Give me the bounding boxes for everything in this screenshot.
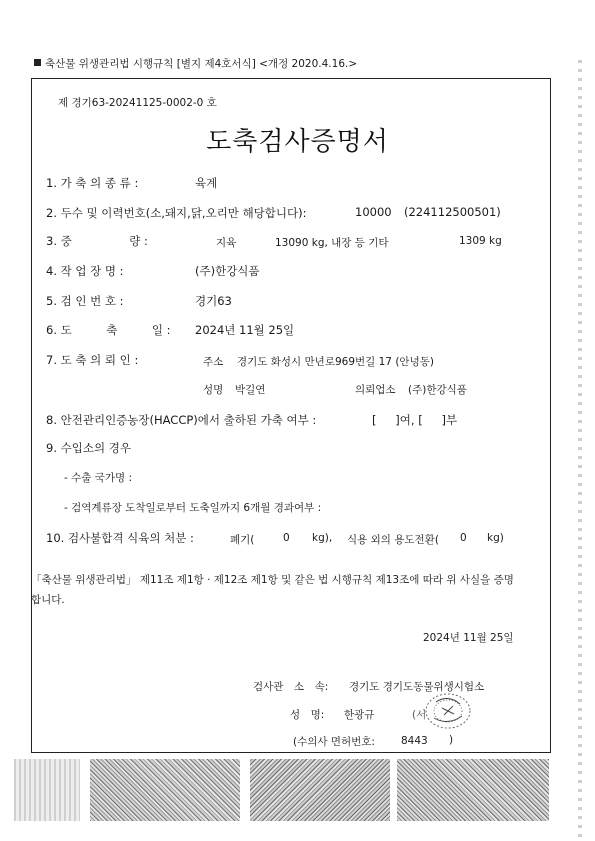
- species-value: 육계: [195, 176, 218, 190]
- haccp-label: 8. 안전관리인증농장(HACCP)에서 출하된 가축 여부 :: [46, 413, 317, 427]
- export-country-label: - 수출 국가명 :: [64, 472, 133, 484]
- address-label: 주소: [203, 356, 224, 368]
- regulation-note: 축산물 위생관리법 시행규칙 [별지 제4호서식] <개정 2020.4.16.>: [45, 58, 358, 70]
- company-label: 의뢰업소: [355, 384, 396, 396]
- convert-value: 0: [460, 532, 467, 544]
- seal-text: (서: [412, 709, 427, 721]
- quarantine-label: - 검역계류장 도착일로부터 도축일까지 6개월 경과여부 :: [64, 502, 322, 514]
- page-title: 도축검사증명서: [206, 127, 389, 157]
- disposal-label: 10. 검사불합격 식육의 처분 :: [46, 531, 194, 545]
- inspection-no-label: 5. 검 인 번 호 :: [46, 294, 124, 308]
- count-value: 10000: [355, 205, 392, 219]
- license-close: ): [449, 734, 454, 746]
- seal-stamp: [420, 688, 476, 734]
- security-pattern-1: [14, 759, 80, 821]
- security-pattern-2: [90, 759, 240, 821]
- slaughter-date-value: 2024년 11월 25일: [195, 323, 295, 337]
- inspector-affiliation: 경기도 경기도동물위생시험소: [349, 681, 485, 693]
- workplace-value: (주)한강식품: [195, 264, 260, 278]
- certification-line-1: 「축산물 위생관리법」 제11조 제1항 · 제12조 제1항 및 같은 법 시행규칙 제13조에 따라 위 사실을 증명: [31, 574, 514, 586]
- import-label: 9. 수입소의 경우: [46, 441, 131, 455]
- trace-number: (224112500501): [404, 205, 501, 219]
- certification-line-2: 합니다.: [31, 594, 65, 606]
- convert-label: 식용 외의 용도전환(: [347, 534, 439, 546]
- security-pattern-4: [397, 759, 549, 821]
- haccp-no-label: 부: [446, 413, 458, 427]
- requester-name-value: 박길연: [235, 384, 266, 396]
- regulation-header: [34, 56, 357, 71]
- issue-date: 2024년 11월 25일: [423, 632, 514, 644]
- workplace-label: 4. 작 업 장 명 :: [46, 264, 124, 278]
- meat-weight-value: 13090 kg, 내장 등 기타: [275, 237, 389, 249]
- requester-name-label: 성명: [203, 384, 224, 396]
- inspector-affiliation-label: 검사관 소 속:: [253, 681, 329, 693]
- address-value: 경기도 화성시 만년로969번길 17 (안녕동): [237, 356, 434, 368]
- haccp-yes-label: 여,: [399, 413, 415, 427]
- requester-label: 7. 도 축 의 뢰 인 :: [46, 353, 139, 367]
- seal-stamp-graphic: [426, 694, 470, 728]
- slaughter-date-label: 6. 도 축 일 :: [46, 323, 171, 337]
- meat-weight-label: 지육: [216, 237, 237, 249]
- other-weight-value: 1309 kg: [459, 235, 502, 247]
- security-pattern-3: [250, 759, 390, 821]
- convert-unit: kg): [487, 532, 504, 544]
- species-label: 1. 가 축 의 종 류 :: [46, 176, 139, 190]
- haccp-yes-checkbox: [ ]여, [ ]부: [372, 413, 458, 427]
- black-square-icon: [34, 59, 41, 66]
- license-label: (수의사 면허번호:: [293, 736, 375, 748]
- count-label: 2. 두수 및 이력번호(소,돼지,닭,오리만 해당합니다):: [46, 206, 307, 220]
- weight-label: 3. 중 량 :: [46, 234, 148, 248]
- inspection-no-value: 경기63: [195, 294, 232, 308]
- discard-unit: kg),: [312, 532, 333, 544]
- license-number: 8443: [401, 735, 428, 747]
- inspector-name-label: 성 명:: [290, 709, 325, 721]
- discard-label: 폐기(: [230, 534, 255, 546]
- scan-edge-mark: [578, 60, 582, 840]
- doc-number: 제 경기63-20241125-0002-0 호: [58, 97, 217, 109]
- inspector-name: 한광규: [344, 709, 375, 721]
- company-value: (주)한강식품: [408, 384, 467, 396]
- discard-value: 0: [283, 532, 290, 544]
